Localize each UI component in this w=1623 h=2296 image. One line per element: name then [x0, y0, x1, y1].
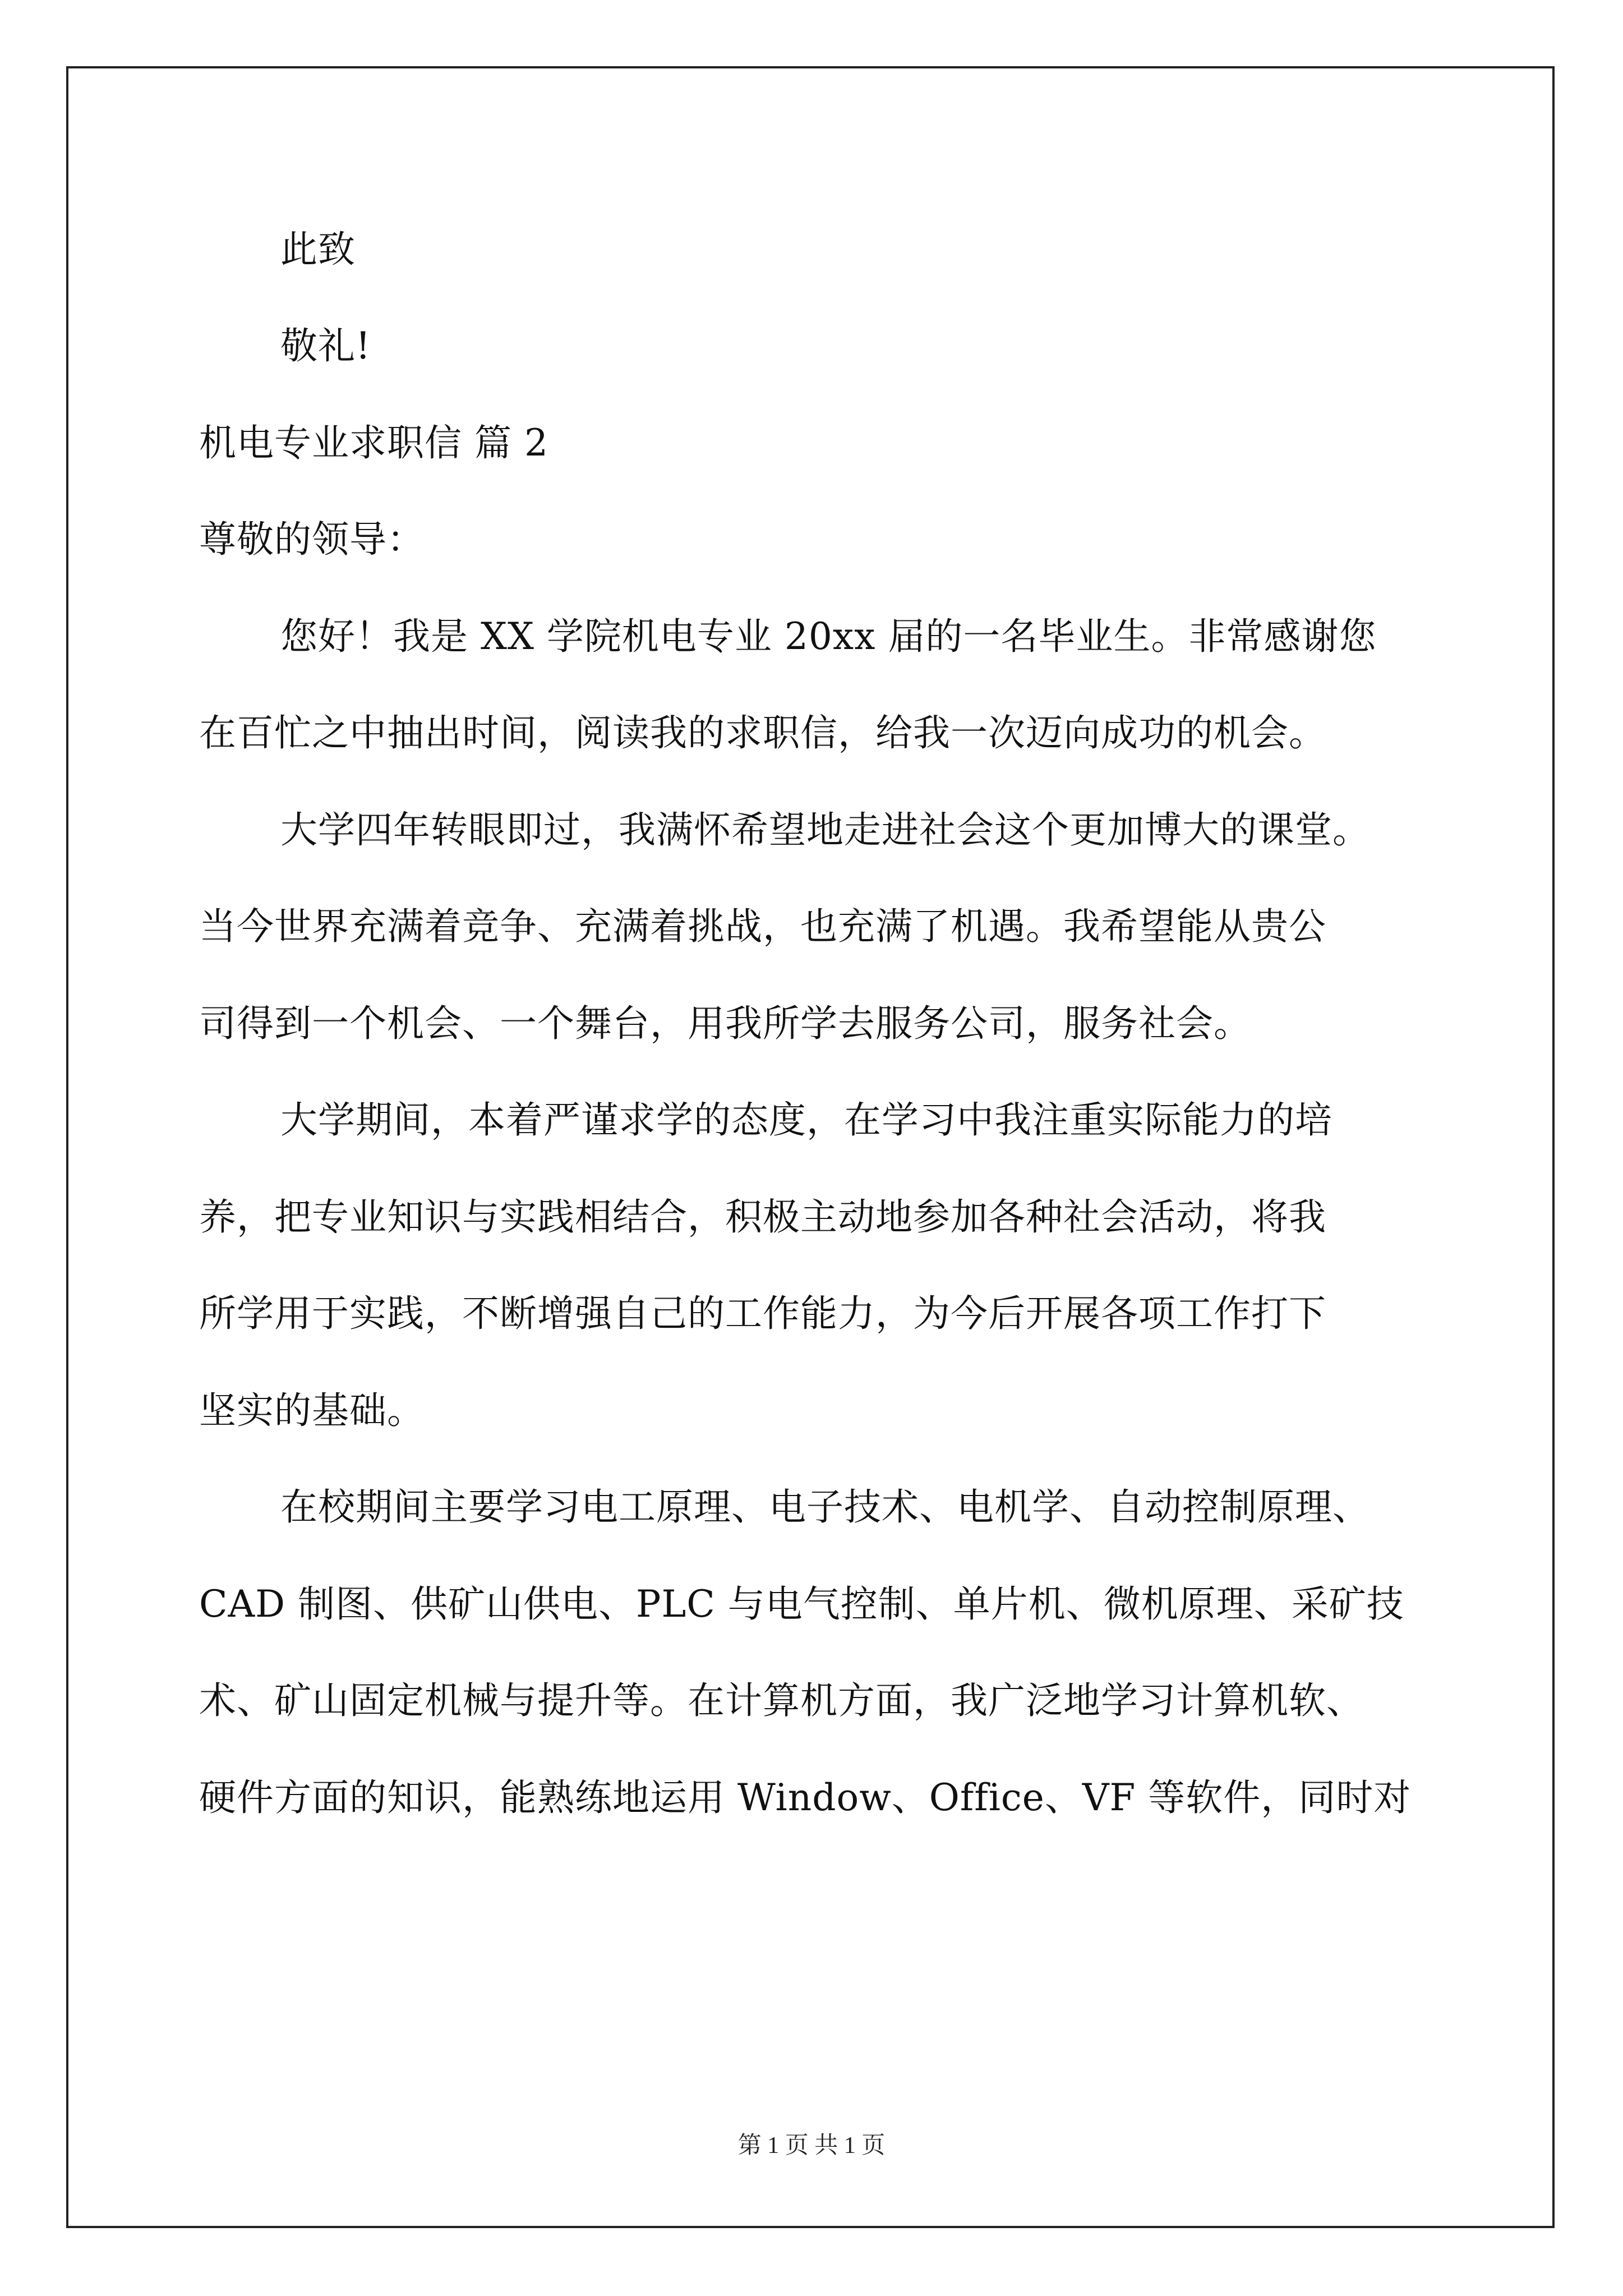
paragraph-line: 在百忙之中抽出时间，阅读我的求职信，给我一次迈向成功的机会。 — [199, 711, 1326, 754]
paragraph-line: 坚实的基础。 — [199, 1389, 425, 1432]
paragraph-line: 在校期间主要学习电工原理、电子技术、电机学、自动控制原理、 — [280, 1485, 1370, 1529]
salute-line: 敬礼! — [280, 324, 371, 367]
page-footer: 第 1 页 共 1 页 — [737, 2133, 886, 2159]
paragraph-line: 您好！我是 XX 学院机电专业 20xx 届的一名毕业生。非常感谢您 — [280, 615, 1377, 658]
paragraph-line: 所学用于实践，不断增强自己的工作能力，为今后开展各项工作打下 — [199, 1292, 1326, 1335]
paragraph-line: 当今世界充满着竞争、充满着挑战，也充满了机遇。我希望能从贵公 — [199, 905, 1326, 948]
paragraph-line: 术、矿山固定机械与提升等。在计算机方面，我广泛地学习计算机软、 — [199, 1679, 1364, 1722]
greeting-line: 尊敬的领导： — [199, 518, 425, 561]
paragraph-line: 养，把专业知识与实践相结合，积极主动地参加各种社会活动，将我 — [199, 1195, 1326, 1239]
closing-line: 此致 — [280, 228, 356, 271]
paragraph-line: CAD 制图、供矿山供电、PLC 与电气控制、单片机、微机原理、采矿技 — [199, 1582, 1404, 1626]
paragraph-line: 大学四年转眼即过，我满怀希望地走进社会这个更加博大的课堂。 — [280, 808, 1370, 852]
paragraph-line: 大学期间，本着严谨求学的态度，在学习中我注重实际能力的培 — [280, 1098, 1332, 1142]
paragraph-line: 硬件方面的知识，能熟练地运用 Window、Office、VF 等软件，同时对 — [199, 1776, 1412, 1819]
paragraph-line: 司得到一个机会、一个舞台，用我所学去服务公司，服务社会。 — [199, 1002, 1251, 1045]
section-title: 机电专业求职信 篇 2 — [199, 421, 548, 464]
page-border — [66, 66, 1555, 2228]
